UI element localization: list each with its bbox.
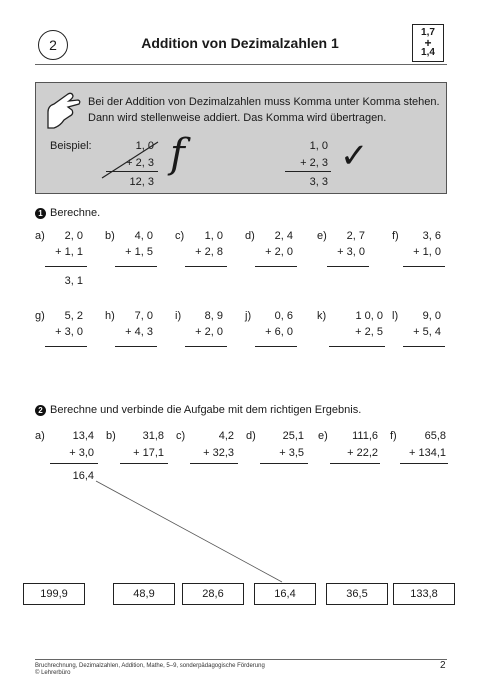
- task1-number: 1: [35, 208, 46, 219]
- footer-line2: © Lehrerbüro: [35, 670, 71, 676]
- task1-label: h): [105, 310, 115, 322]
- task2-bottom: + 3,5: [279, 447, 304, 459]
- task2-label: e): [318, 430, 328, 442]
- task1-label: g): [35, 310, 45, 322]
- task1-label: f): [392, 230, 399, 242]
- task2-bottom: + 32,3: [203, 447, 234, 459]
- task1-top: 3, 6: [422, 230, 441, 242]
- task1-bottom: + 1, 1: [55, 246, 83, 258]
- page-number: 2: [440, 660, 446, 671]
- task2-top: 111,6: [352, 430, 378, 442]
- right-example-result: 3, 3: [309, 176, 328, 188]
- task1-label: c): [175, 230, 185, 242]
- task2-top: 13,4: [72, 430, 94, 442]
- task1-top: 1 0, 0: [355, 310, 383, 322]
- footer-line1: Bruchrechnung, Dezimalzahlen, Addition, Mathe, 5–9, sonderpädagogische Förderung: [35, 663, 265, 669]
- task1-label: i): [175, 310, 182, 322]
- task1-bottom: + 2, 8: [195, 246, 223, 258]
- task1-bottom: + 1, 0: [413, 246, 441, 258]
- task1-top: 4, 0: [134, 230, 153, 242]
- footer-divider: [35, 659, 447, 660]
- task1-bottom: + 5, 4: [413, 326, 441, 338]
- task1-label: a): [35, 230, 45, 242]
- wrong-example-line2: + 2, 3: [126, 157, 154, 169]
- task1-label: e): [317, 230, 327, 242]
- task2-top: 4,2: [218, 430, 234, 442]
- task1-label: k): [317, 310, 327, 322]
- info-text: Bei der Addition von Dezimalzahlen muss Komma unter Komma stehen. Dann wird stellenweise addiert. Das Komma wird übertragen.: [88, 96, 440, 124]
- answer-box[interactable]: 133,8: [393, 583, 455, 605]
- task2-label: f): [390, 430, 397, 442]
- wrong-mark: f: [170, 131, 185, 177]
- task1-top: 9, 0: [422, 310, 441, 322]
- task1-bottom: + 2, 0: [195, 326, 223, 338]
- footer-text: [35, 663, 265, 677]
- task2-top: 65,8: [424, 430, 446, 442]
- task2-label: c): [176, 430, 186, 442]
- example-label: Beispiel:: [50, 140, 92, 152]
- task1-top: 8, 9: [204, 310, 223, 322]
- task1-bottom: + 3, 0: [337, 246, 365, 258]
- right-example-line2: + 2, 3: [300, 157, 328, 169]
- task1-top: 5, 2: [64, 310, 83, 322]
- task2-bottom: + 22,2: [347, 447, 378, 459]
- page-title: Addition von Dezimalzahlen 1: [141, 35, 339, 51]
- task1-result: 3, 1: [64, 275, 83, 287]
- task2-bottom: + 3,0: [69, 447, 94, 459]
- task1-bottom: + 6, 0: [265, 326, 293, 338]
- task1-top: 2, 0: [64, 230, 83, 242]
- task1-label: j): [245, 310, 252, 322]
- topic-plus: +: [424, 36, 432, 50]
- wrong-example-line1: 1, 0: [135, 140, 154, 152]
- task1-label: d): [245, 230, 255, 242]
- task2-heading-text: Berechne und verbinde die Aufgabe mit dem richtigen Ergebnis.: [50, 404, 362, 416]
- answer-box[interactable]: 16,4: [254, 583, 316, 605]
- task1-label: l): [392, 310, 399, 322]
- task1-top: 2, 4: [274, 230, 293, 242]
- task1-bottom: + 2, 0: [265, 246, 293, 258]
- task1-bottom: + 3, 0: [55, 326, 83, 338]
- task1-top: 0, 6: [274, 310, 293, 322]
- task2-result: 16,4: [72, 470, 94, 482]
- task1-top: 7, 0: [134, 310, 153, 322]
- task2-bottom: + 17,1: [133, 447, 164, 459]
- task2-label: b): [106, 430, 116, 442]
- task2-label: a): [35, 430, 45, 442]
- task1-bottom: + 2, 5: [355, 326, 383, 338]
- task2-top: 31,8: [142, 430, 164, 442]
- checkmark-icon: ✓: [340, 137, 369, 175]
- task2-number: 2: [35, 405, 46, 416]
- topic-b: 1,4: [421, 47, 435, 58]
- task1-label: b): [105, 230, 115, 242]
- task1-top: 2, 7: [346, 230, 365, 242]
- topic-a: 1,7: [421, 27, 435, 38]
- task2-top: 25,1: [282, 430, 304, 442]
- answer-box[interactable]: 28,6: [182, 583, 244, 605]
- task1-top: 1, 0: [204, 230, 223, 242]
- answer-box[interactable]: 199,9: [23, 583, 85, 605]
- answer-box[interactable]: 48,9: [113, 583, 175, 605]
- task1-bottom: + 1, 5: [125, 246, 153, 258]
- right-example-line1: 1, 0: [309, 140, 328, 152]
- answer-box[interactable]: 36,5: [326, 583, 388, 605]
- worksheet-number: 2: [38, 30, 68, 60]
- task2-label: d): [246, 430, 256, 442]
- task1-bottom: + 4, 3: [125, 326, 153, 338]
- task1-heading-text: Berechne.: [50, 207, 101, 219]
- wrong-example-result: 12, 3: [129, 176, 154, 188]
- task2-bottom: + 134,1: [408, 447, 446, 459]
